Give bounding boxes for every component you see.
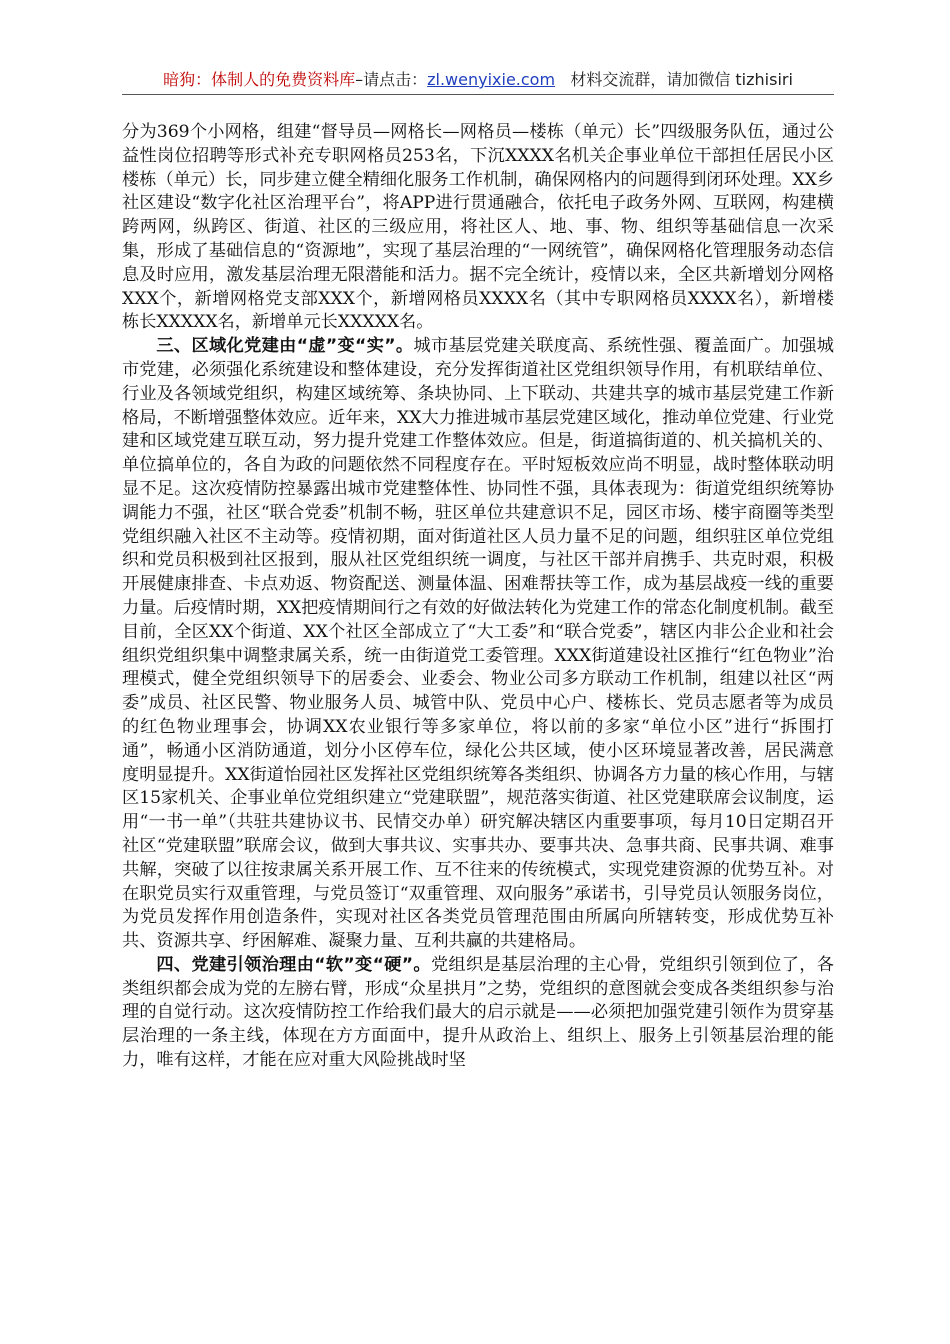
header-click-prompt: –请点击：	[355, 70, 428, 89]
header-site-name: 暗狗：体制人的免费资料库	[163, 70, 356, 89]
section-heading: 四、党建引领治理由“软”变“硬”。	[156, 954, 431, 975]
section-heading: 三、区域化党建由“虚”变“实”。	[156, 336, 414, 357]
paragraph-text: 分为369个小网格，组建“督导员—网格长—网格员—楼栋（单元）长”四级服务队伍，通过公益性岗位招聘等形式补充专职网格员253名，下沉XXXX名机关企事业单位干部担任居民小区楼栋（单元）长，同步建立健全精细化服务工作机制，确保网格内的问题得到闭环处理。XX乡社区建设“数字化社区治理平台”，将APP进行贯通融合，依托电子政务外网、互联网，构建横跨两网，纵跨区、街道、社区的三级应用，将社区人、地、事、物、组织等基础信息一次采集，形成了基础信息的“资源地”，实现了基层治理的“一网统管”，确保网格化管理服务动态信息及时应用，激发基层治理无限潜能和活力。据不完全统计，疫情以来，全区共新增划分网格XXX个，新增网格党支部XXX个，新增网格员XXXX名（其中专职网格员XXXX名），新增楼栋长XXXXX名，新增单元长XXXXX名。	[122, 122, 834, 333]
document-body	[122, 121, 834, 1073]
paragraph-section-three	[122, 335, 834, 954]
paragraph-text: 城市基层党建关联度高、系统性强、覆盖面广。加强城市党建，必须强化系统建设和整体建设，充分发挥街道社区党组织领导作用，有机联结单位、行业及各领域党组织，构建区域统筹、条块协同、上下联动、共建共享的城市基层党建工作新格局，不断增强整体效应。近年来，XX大力推进城市基层党建区域化，推动单位党建、行业党建和区域党建互联互动，努力提升党建工作整体效应。但是，街道搞街道的、机关搞机关的、单位搞单位的，各自为政的问题依然不同程度存在。平时短板效应尚不明显，战时整体联动明显不足。这次疫情防控暴露出城市党建整体性、协同性不强，具体表现为：街道党组织统筹协调能力不强，社区“联合党委”机制不畅，驻区单位共建意识不足，园区市场、楼宇商圈等类型党组织融入社区不主动等。疫情初期，面对街道社区人员力量不足的问题，组织驻区单位党组织和党员积极到社区报到，服从社区党组织统一调度，与社区干部并肩携手、共克时艰，积极开展健康排查、卡点劝返、物资配送、测量体温、困难帮扶等工作，成为基层战疫一线的重要力量。后疫情时期，XX把疫情期间行之有效的好做法转化为党建工作的常态化制度机制。截至目前，全区XX个街道、XX个社区全部成立了“大工委”和“联合党委”，辖区内非公企业和社会组织党组织集中调整隶属关系，统一由街道党工委管理。XXX街道建设社区推行“红色物业”治理模式，健全党组织领导下的居委会、业委会、物业公司多方联动工作机制，组建以社区“两委”成员、社区民警、物业服务人员、城管中队、党员中心户、楼栋长、党员志愿者等为成员的红色物业理事会，协调XX农业银行等多家单位，将以前的多家“单位小区”进行“拆围打通”，畅通小区消防通道，划分小区停车位，绿化公共区域，使小区环境显著改善，居民满意度明显提升。XX街道怡园社区发挥社区党组织统筹各类组织、协调各方力量的核心作用，与辖区15家机关、企事业单位党组织建立“党建联盟”，规范落实街道、社区党建联席会议制度，运用“一书一单”（共驻共建协议书、民情交办单）研究解决辖区内重要事项，每月10日定期召开社区“党建联盟”联席会议，做到大事共议、实事共办、要事共决、急事共商、民事共调、难事共解，突破了以往按隶属关系开展工作、互不往来的传统模式，实现党建资源的优势互补。对在职党员实行双重管理，与党员签订“双重管理、双向服务”承诺书，引导党员认领服务岗位，为党员发挥作用创造条件，实现对社区各类党员管理范围由所属向所辖转变，形成优势互补共、资源共享、纾困解难、凝聚力量、互利共赢的共建格局。	[122, 336, 834, 952]
page-header	[122, 70, 834, 95]
paragraph-text: 党组织是基层治理的主心骨，党组织引领到位了，各类组织都会成为党的左膀右臂，形成“众星拱月”之势，党组织的意图就会变成各类组织参与治理的自觉行动。这次疫情防控工作给我们最大的启示就是——必须把加强党建引领作为贯穿基层治理的一条主线，体现在方方面面中，提升从政治上、组织上、服务上引领基层治理的能力，唯有这样，才能在应对重大风险挑战时坚	[122, 954, 834, 1071]
header-wechat-note: 材料交流群，请加微信 tizhisiri	[570, 70, 793, 89]
paragraph-continuation	[122, 121, 834, 335]
header-url-link[interactable]: zl.wenyixie.com	[427, 70, 556, 89]
paragraph-section-four	[122, 954, 834, 1073]
